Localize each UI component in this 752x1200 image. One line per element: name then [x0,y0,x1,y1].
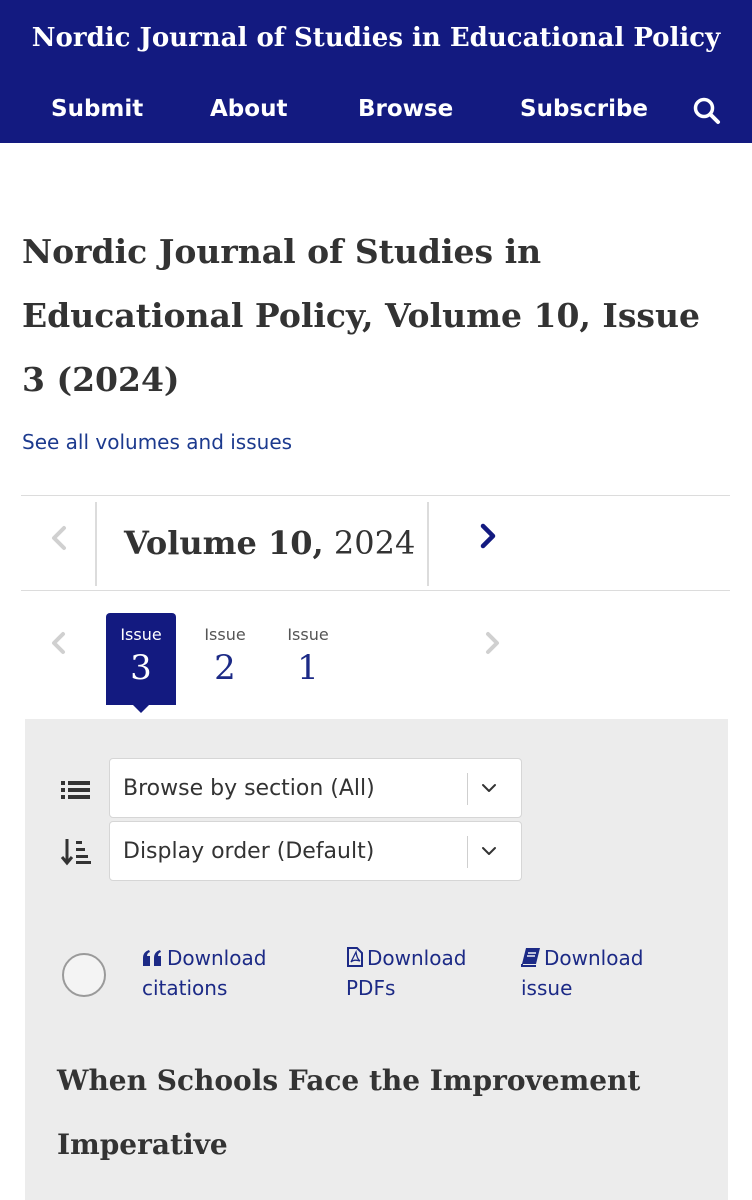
download-pdfs-label: Download PDFs [346,946,467,1000]
order-select[interactable] [109,821,522,881]
volume-label [124,520,415,566]
select-all-radio[interactable] [62,953,106,997]
download-pdfs-link[interactable] [346,943,496,1003]
quote-icon [142,949,164,967]
issue-tab-label: Issue [120,625,162,644]
download-issue-label: Download issue [521,946,644,1000]
chevron-right-icon[interactable] [476,520,500,552]
site-header [0,0,752,143]
issue-tab-number: 1 [297,648,319,688]
volume-navigator [21,495,730,591]
issue-tab-label: Issue [287,625,329,644]
issue-next-icon[interactable] [481,628,503,658]
all-volumes-link[interactable]: See all volumes and issues [22,430,293,454]
download-citations-label: Download citations [142,946,267,1000]
chevron-left-icon[interactable] [47,522,71,554]
issue-tab-3[interactable] [106,613,176,705]
page-title: Nordic Journal of Studies in Educational Policy, Volume 10, Issue 3 (2024) [22,232,700,399]
download-citations-link[interactable] [142,943,312,1003]
section-select-value: Browse by section (All) [123,776,375,801]
divider [95,502,97,586]
divider [427,502,429,586]
issue-tab-2[interactable] [190,613,260,705]
volume-number: Volume 10, [124,524,324,562]
book-icon [521,947,541,967]
issue-tab-number: 3 [130,648,152,688]
issue-tab-1[interactable] [273,613,343,705]
search-icon[interactable] [692,96,722,126]
chevron-down-icon [480,779,498,797]
pdf-file-icon [346,947,364,967]
volume-fade [527,502,730,586]
section-select[interactable] [109,758,522,818]
chevron-down-icon [480,842,498,860]
journal-title[interactable]: Nordic Journal of Studies in Educational Policy [31,23,721,53]
nav-browse[interactable]: Browse [358,96,454,122]
issue-prev-icon[interactable] [48,628,70,658]
list-icon [59,773,93,807]
issue-tab-number: 2 [214,648,236,688]
issue-tab-label: Issue [204,625,246,644]
select-separator [467,773,468,805]
nav-subscribe[interactable]: Subscribe [520,96,649,122]
article-title[interactable]: When Schools Face the Improvement Imperative [57,1064,641,1161]
order-select-value: Display order (Default) [123,839,375,864]
select-separator [467,836,468,868]
nav-submit[interactable]: Submit [51,96,144,122]
issue-content-panel [25,719,728,1200]
sort-icon [59,835,93,869]
volume-year: 2024 [333,524,416,562]
nav-about[interactable]: About [210,96,288,122]
download-issue-link[interactable] [521,943,691,1003]
